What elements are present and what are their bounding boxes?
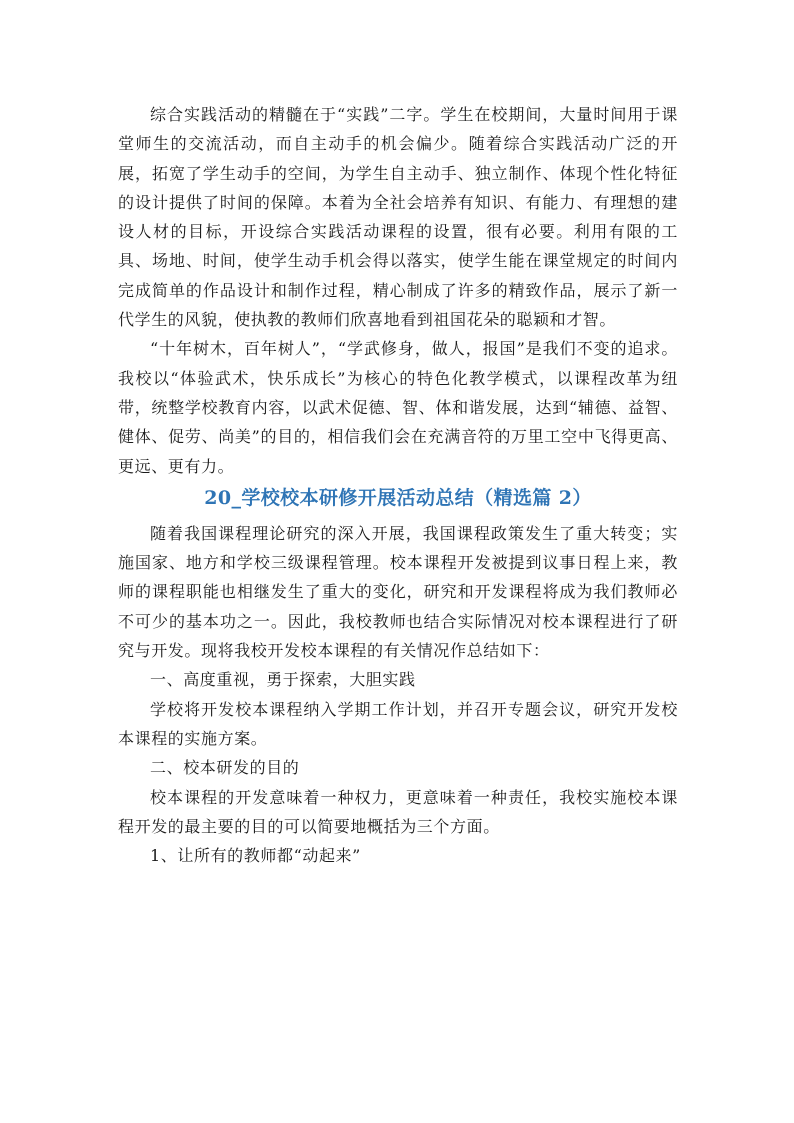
- subheading-one: 一、高度重视，勇于探索，大胆实践: [150, 670, 416, 690]
- subheading-two: 二、校本研发的目的: [150, 758, 300, 778]
- document-page: [118, 100, 678, 870]
- paragraph-plan: 学校将开发校本课程纳入学期工作计划，并召开专题会议，研究开发校本课程的实施方案。: [118, 699, 678, 748]
- paragraph-practice-activities: 综合实践活动的精髓在于“实践”二字。学生在校期间，大量时间用于课堂师生的交流活动，而自主动手的机会偏少。随着综合实践活动广泛的开展，拓宽了学生动手的空间，为学生自主动手、独立制作、体现个性化特征的设计提供了时间的保障。本着为全社会培养有知识、有能力、有理想的建设人材的目标，开设综合实践活动课程的设置，很有必要。利用有限的工具、场地、时间，使学生动手机会得以落实，使学生能在课堂规定的时间内完成简单的作品设计和制作过程，精心制成了许多的精致作品，展示了新一代学生的风貌，使执教的教师们欣喜地看到祖国花朵的聪颖和才智。: [118, 105, 678, 330]
- paragraph-purpose: 校本课程的开发意味着一种权力，更意味着一种责任，我校实施校本课程开发的最主要的目的可以简要地概括为三个方面。: [118, 787, 678, 836]
- paragraph-martial-arts-motto: “十年树木，百年树人”，“学武修身，做人，报国”是我们不变的追求。我校以“体验武术，快乐成长”为核心的特色化教学模式，以课程改革为纽带，统整学校教育内容，以武术促德、智、体和谐发展，达到“辅德、益智、健体、促劳、尚美”的目的，相信我们会在充满音符的万里工空中飞得更高、更远、更有力。: [118, 339, 678, 476]
- section-title: 20_学校校本研修开展活动总结（精选篇 2）: [204, 486, 592, 509]
- paragraph-curriculum-intro: 随着我国课程理论研究的深入开展，我国课程政策发生了重大转变；实施国家、地方和学校三级课程管理。校本课程开发被提到议事日程上来，教师的课程职能也相继发生了重大的变化，研究和开发课程将成为我们教师必不可少的基本功之一。因此，我校教师也结合实际情况对校本课程进行了研究与开发。现将我校开发校本课程的有关情况作总结如下：: [118, 523, 678, 661]
- list-item-one: 1、让所有的教师都“动起来”: [150, 846, 361, 866]
